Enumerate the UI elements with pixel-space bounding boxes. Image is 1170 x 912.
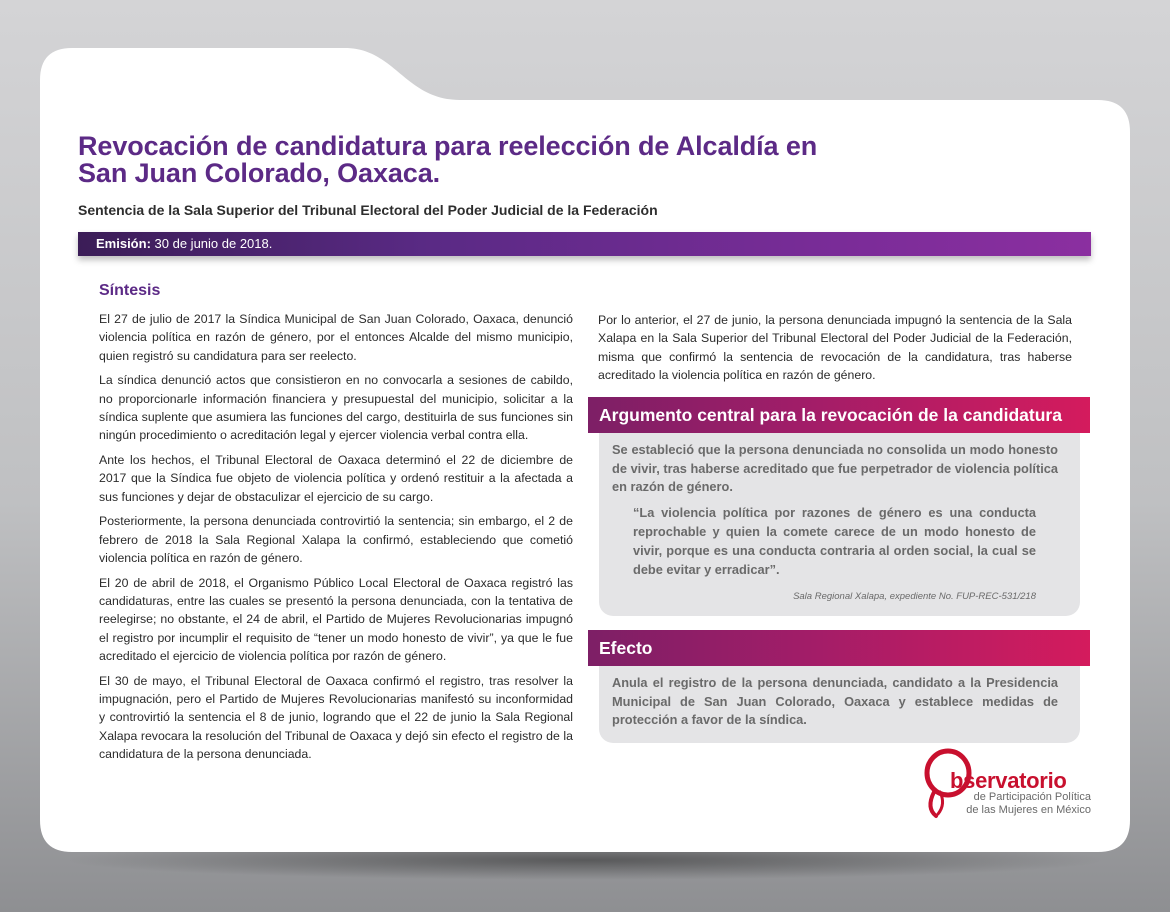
efecto-box bbox=[599, 666, 1080, 743]
page-title: Revocación de candidatura para reelección de Alcaldía en San Juan Colorado, Oaxaca. bbox=[78, 131, 818, 188]
logo-word: bservatorio bbox=[950, 768, 1067, 793]
logo-line-1: de Participación Política bbox=[973, 791, 1091, 803]
sintesis-paragraph: La síndica denunció actos que consistieron en no convocarla a sesiones de cabildo, no proporcionarle información financiera y presupuestal del municipio, solicitar a la síndica suplente que asumiera las funciones del cargo, destituirla de sus funciones sin ningún procedimiento o acreditación legal y ejercer violencia verbal contra ella. bbox=[99, 373, 573, 443]
argumento-banner bbox=[588, 397, 1090, 433]
sintesis-heading: Síntesis bbox=[99, 282, 161, 299]
sintesis-continuation bbox=[598, 311, 1072, 391]
emission-label: Emisión: bbox=[96, 236, 151, 251]
argumento-quote: “La violencia política por razones de género es una conducta reprochable y quien la comete carece de un modo honesto de vivir, porque es una conducta contraria al orden social, la cual se debe evitar y erradicar”. bbox=[633, 504, 1036, 577]
sintesis-paragraph: El 20 de abril de 2018, el Organismo Público Local Electoral de Oaxaca registró las candidaturas, entre las cuales se presentó la persona denunciada, con la tentativa de reelegirse; no obstante, el 24 de abril, el Partido de Mujeres Revolucionarias impugnó el registro por incumplir el requisito de “tener un modo honesto de vivir”, ya que le fue acreditado el ejercicio de violencia política por razón de género. bbox=[99, 575, 573, 664]
efecto-heading: Efecto bbox=[599, 638, 653, 658]
sintesis-paragraph: El 27 de julio de 2017 la Síndica Municipal de San Juan Colorado, Oaxaca, denunció violencia política en razón de género, por el entonces Alcalde del mismo municipio, quien registró su candidatura para ser reelecto. bbox=[99, 312, 573, 363]
efecto-text: Anula el registro de la persona denunciada, candidato a la Presidencia Municipal de San Juan Colorado, Oaxaca y establece medidas de protección a favor de la síndica. bbox=[612, 675, 1058, 727]
argumento-citation: Sala Regional Xalapa, expediente No. FUP-REC-531/218 bbox=[793, 590, 1036, 602]
argumento-text: Se estableció que la persona denunciada no consolida un modo honesto de vivir, tras haberse acreditado que fue perpetrador de violencia política en razón de género. bbox=[612, 442, 1058, 494]
sintesis-column bbox=[99, 282, 573, 770]
sintesis-paragraph: El 30 de mayo, el Tribunal Electoral de Oaxaca confirmó el registro, tras resolver la impugnación, pero el Partido de Mujeres Revolucionarias manifestó su inconformidad y controvirtió la sentencia el 8 de junio, logrando que el 22 de junio la Sala Regional Xalapa revocara la resolución del Tribunal de Oaxaca y dejó sin efecto el registro de la candidatura de la persona denunciada. bbox=[99, 673, 573, 762]
efecto-banner bbox=[588, 630, 1090, 666]
argumento-heading: Argumento central para la revocación de la candidatura bbox=[599, 405, 1062, 425]
argumento-box bbox=[599, 433, 1080, 616]
sintesis-paragraph: Ante los hechos, el Tribunal Electoral de Oaxaca determinó el 22 de diciembre de 2017 que la Síndica fue objeto de violencia política y ordenó restituir a la afectada a sus funciones y dejar de obstaculizar el ejercicio de su cargo. bbox=[99, 453, 573, 504]
sintesis-paragraph: Posteriormente, la persona denunciada controvirtió la sentencia; sin embargo, el 2 de febrero de 2018 la Sala Regional Xalapa la confirmó, estableciendo que cometió violencia política en razón de género. bbox=[99, 514, 573, 566]
emission-bar bbox=[78, 232, 1091, 256]
observatorio-logo bbox=[918, 746, 1093, 822]
page-subtitle: Sentencia de la Sala Superior del Tribunal Electoral del Poder Judicial de la Federación bbox=[78, 202, 658, 218]
continuation-paragraph: Por lo anterior, el 27 de junio, la persona denunciada impugnó la sentencia de la Sala Xalapa en la Sala Superior del Tribunal Electoral del Poder Judicial de la Federación, misma que confirmó la sentencia de revocación de la candidatura, tras haberse acreditado la violencia política en razón de género. bbox=[598, 313, 1072, 382]
emission-date: 30 de junio de 2018. bbox=[154, 236, 273, 251]
logo-line-2: de las Mujeres en México bbox=[966, 804, 1091, 816]
